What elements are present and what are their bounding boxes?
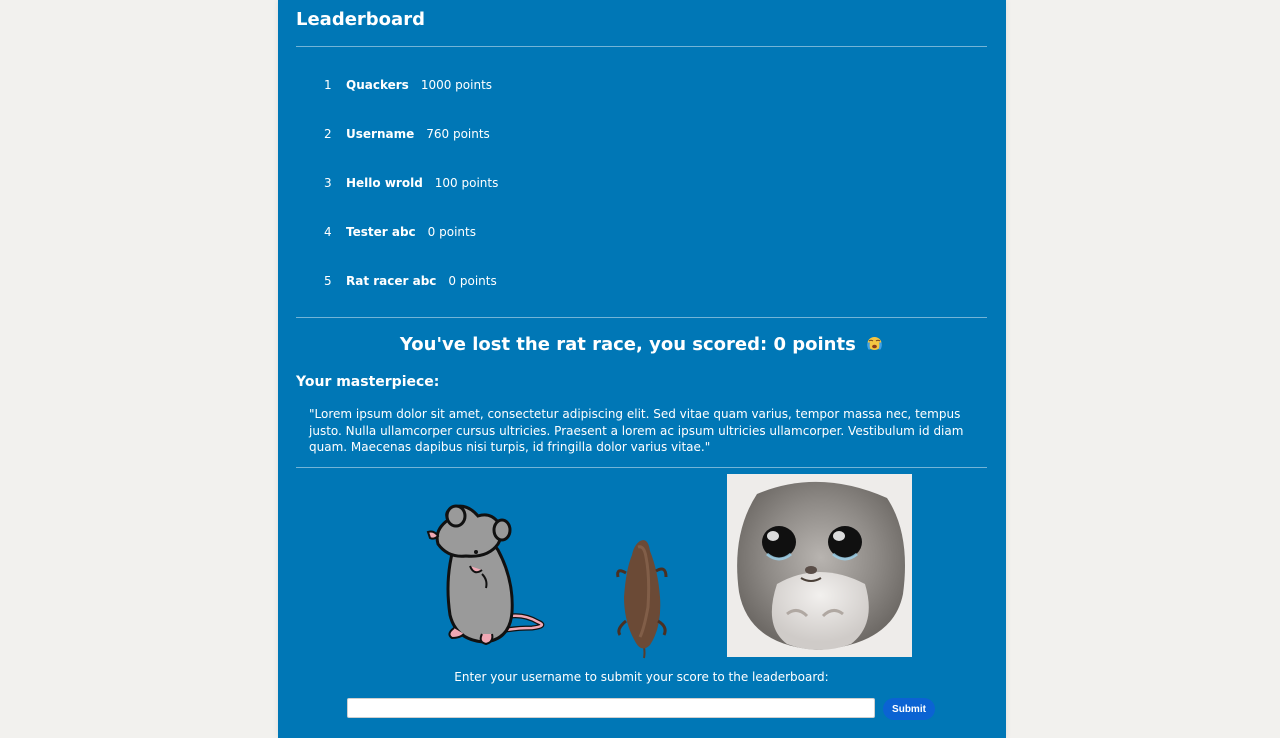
submit-button[interactable]: Submit	[883, 698, 935, 720]
divider	[296, 467, 987, 468]
player-name: Tester abc	[346, 225, 416, 239]
leaderboard-row	[324, 124, 490, 144]
rank: 4	[324, 225, 332, 239]
result-heading	[296, 334, 987, 355]
divider	[296, 317, 987, 318]
masterpiece-title: Your masterpiece:	[296, 374, 440, 390]
player-name: Rat racer abc	[346, 274, 437, 288]
player-name: Quackers	[346, 78, 409, 92]
player-points: 1000 points	[420, 78, 493, 92]
player-points: 760 points	[426, 127, 490, 141]
running-rat-image	[614, 537, 670, 659]
leaderboard-row	[324, 75, 492, 95]
card-content	[296, 0, 987, 738]
player-name: Hello wrold	[346, 176, 423, 190]
leaderboard-row	[324, 271, 497, 291]
username-input[interactable]	[347, 698, 875, 718]
leaderboard-row	[324, 222, 476, 242]
rank: 2	[324, 127, 332, 141]
game-over-card	[278, 0, 1006, 738]
player-points: 0 points	[427, 225, 476, 239]
rank: 3	[324, 176, 332, 190]
crying-face-icon	[866, 335, 883, 350]
crying-hamster-image	[727, 474, 912, 657]
submit-instruction: Enter your username to submit your score to the leaderboard:	[454, 670, 829, 684]
cartoon-rat-image	[426, 500, 559, 652]
player-points: 0 points	[448, 274, 497, 288]
leaderboard-row	[324, 173, 498, 193]
player-name: Username	[346, 127, 415, 141]
masterpiece-text: "Lorem ipsum dolor sit amet, consectetur adipiscing elit. Sed vitae quam varius, tempor massa nec, tempus justo. Nulla ullamcorper cursus ultricies. Praesent a lorem ac ipsum ultricies ullamcorper. Vestibulum id diam quam. Maecenas dapibus nisi turpis, id fringilla dolor varius vitae."	[309, 407, 964, 454]
divider	[296, 46, 987, 47]
rank: 1	[324, 78, 332, 92]
rank: 5	[324, 274, 332, 288]
player-points: 100 points	[434, 176, 499, 190]
leaderboard-title: Leaderboard	[296, 9, 425, 30]
result-message: You've lost the rat race, you scored: 0 points	[399, 334, 856, 355]
